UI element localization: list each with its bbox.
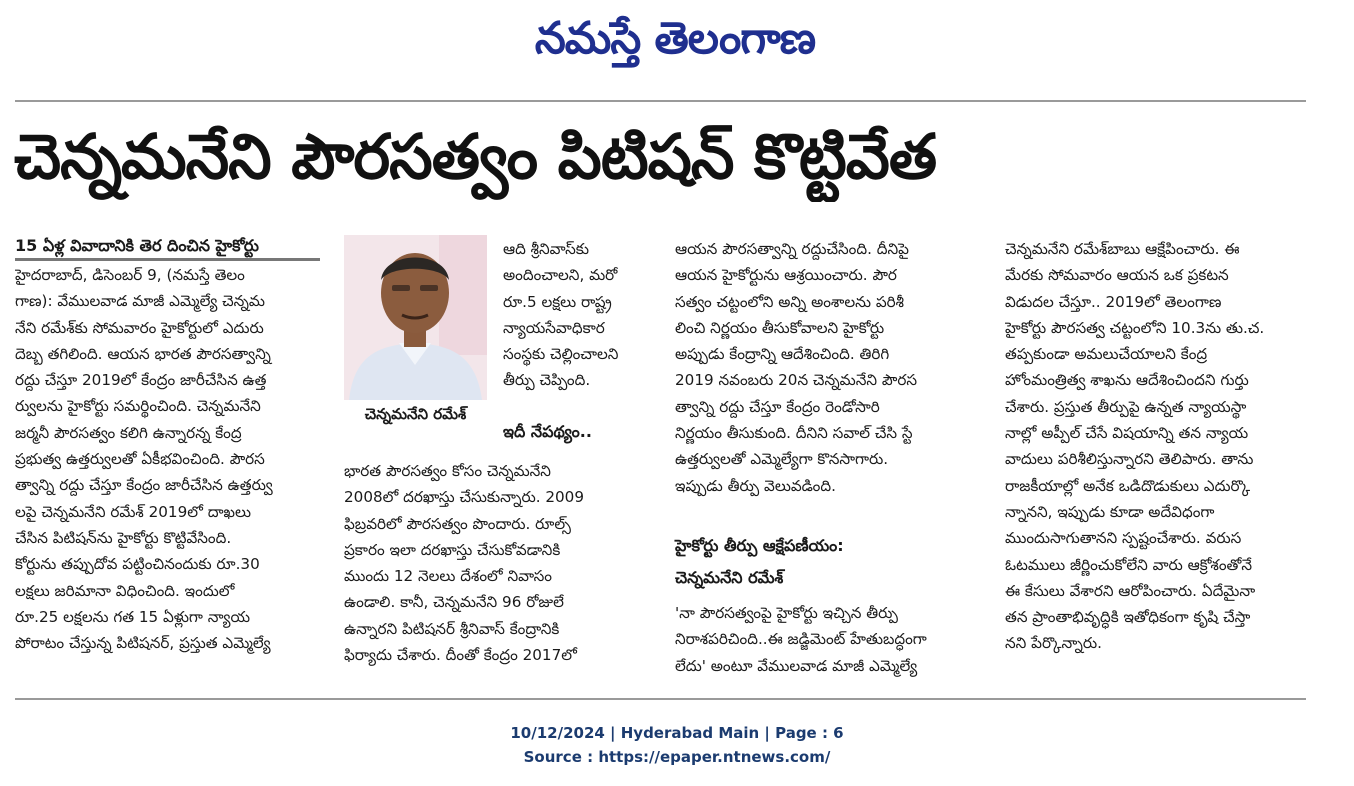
header-divider: [15, 100, 1306, 102]
article-column-4: చెన్నమనేని రమేశ్‌బాబు ఆక్షేపించారు. ఈ మేరకు సోమవారం ఆయన ఒక ప్రకటన విడుదల చేస్తూ.. 2019లో తెలంగాణ హైకోర్టు పౌరసత్వ చట్టంలోని 10.3ను తు.చ. తప్పకుండా అమలుచేయాలని కేంద్ర హోంమంత్రిత్వ శాఖను ఆదేశించిందని గుర్తు చేశారు. ప్రస్తుత తీర్పుపై ఉన్నత న్యాయస్థా నాల్లో అప్పీల్ చేసే విషయాన్ని తన న్యాయ వాదులు పరిశీలిస్తున్నారని తెలిపారు. తాను రాజకీయాల్లో అనేక ఒడిదొడుకులు ఎదుర్కొ న్నానని, ఇప్పుడు కూడా అదేవిధంగా ముందుసాగుతానని స్పష్టంచేశారు. వరుస ఓటములు జీర్ణించుకోలేని వారు ఆక్రోశంతోనే ఈ కేసులు వేశారని ఆరోపించారు. ఏదేమైనా తన ప్రాంతాభివృద్ధికి ఇతోధికంగా కృషి చేస్తా నని పేర్కొన్నారు.: [1005, 240, 1265, 653]
footer-source-link[interactable]: Source : https://epaper.ntnews.com/: [523, 748, 831, 766]
masthead-logo: నమస్తే తెలంగాణ: [534, 13, 816, 64]
portrait-illustration: [344, 235, 487, 400]
article-column-2-top: ఆది శ్రీనివాస్‌కు అందించాలని, మరో రూ.5 లక్షలు రాష్ట్ర న్యాయసేవాధికార సంస్థకు చెల్లించాలని తీర్పు చెప్పింది.: [503, 240, 619, 390]
photo-caption: చెన్నమనేని రమేశ్: [364, 405, 467, 423]
footer-date-edition: 10/12/2024 | Hyderabad Main | Page : 6: [510, 724, 844, 742]
subheading-highcourt: హైకోర్టు తీర్పు ఆక్షేపణీయం:: [675, 536, 844, 555]
footer-divider: [15, 698, 1306, 700]
subheading-name: చెన్నమనేని రమేశ్: [675, 568, 784, 587]
article-column-1: హైదరాబాద్, డిసెంబర్ 9, (నమస్తే తెలం గాణ): వేములవాడ మాజీ ఎమ్మెల్యే చెన్నమ నేని రమేశ్‌కు సోమవారం హైకోర్టులో ఎదురు దెబ్బ తగిలింది. ఆయన భారత పౌరసత్వాన్ని రద్దు చేస్తూ 2019లో కేంద్రం జారీచేసిన ఉత్త ర్వులను హైకోర్టు సమర్థించింది. చెన్నమనేని జర్మనీ పౌరసత్వం కలిగి ఉన్నారన్న కేంద్ర ప్రభుత్వ ఉత్తర్వులతో ఏకీభవించింది. పౌరస త్వాన్ని రద్దు చేస్తూ కేంద్రం జారీచేసిన ఉత్తర్వు లపై చెన్నమనేని రమేశ్ 2019లో దాఖలు చేసిన పిటిషన్‌ను హైకోర్టు కొట్టివేసింది. కోర్టును తప్పుదోవ పట్టించినందుకు రూ.30 లక్షలు జరిమానా విధించింది. ఇందులో రూ.25 లక్షలను గత 15 ఏళ్లుగా న్యాయ పోరాటం చేస్తున్న పిటిషనర్, ప్రస్తుత ఎమ్మెల్యే: [15, 266, 273, 653]
kicker-underline: [15, 258, 320, 261]
article-kicker: 15 ఏళ్ల వివాదానికి తెర దించిన హైకోర్టు: [15, 236, 259, 255]
article-column-3-top: ఆయన పౌరసత్వాన్ని రద్దుచేసింది. దీనిపై ఆయన హైకోర్టును ఆశ్రయించారు. పౌర సత్వం చట్టంలోని అన్ని అంశాలను పరిశీ లించి నిర్ణయం తీసుకోవాలని హైకోర్టు అప్పుడు కేంద్రాన్ని ఆదేశించింది. తిరిగి 2019 నవంబరు 20న చెన్నమనేని పౌరస త్వాన్ని రద్దు చేస్తూ కేంద్రం రెండోసారి నిర్ణయం తీసుకుంది. దీనిని సవాల్ చేసి స్టే ఉత్తర్వులతో ఎమ్మెల్యేగా కొనసాగారు. ఇప్పుడు తీర్పు వెలువడింది.: [675, 240, 917, 495]
article-column-2-bottom: భారత పౌరసత్వం కోసం చెన్నమనేని 2008లో దరఖాస్తు చేసుకున్నారు. 2009 ఫిబ్రవరిలో పౌరసత్వం పొందారు. రూల్స్ ప్రకారం ఇలా దరఖాస్తు చేసుకోవడానికి ముందు 12 నెలలు దేశంలో నివాసం ఉండాలి. కానీ, చెన్నమనేని 96 రోజులే ఉన్నారని పిటిషనర్ శ్రీనివాస్ కేంద్రానికి ఫిర్యాదు చేశారు. దీంతో కేంద్రం 2017లో: [344, 462, 585, 665]
portrait-photo: [344, 235, 487, 400]
article-headline: చెన్నమనేని పౌరసత్వం పిటిషన్ కొట్టివేత: [14, 120, 937, 193]
article-column-3-bottom: 'నా పౌరసత్వంపై హైకోర్టు ఇచ్చిన తీర్పు నిరాశపరిచింది..ఈ జడ్జిమెంట్ హేతుబద్ధంగా లేదు' అంటూ వేములవాడ మాజీ ఎమ్మెల్యే: [675, 604, 927, 675]
subheading-background: ఇదీ నేపథ్యం..: [503, 422, 592, 441]
